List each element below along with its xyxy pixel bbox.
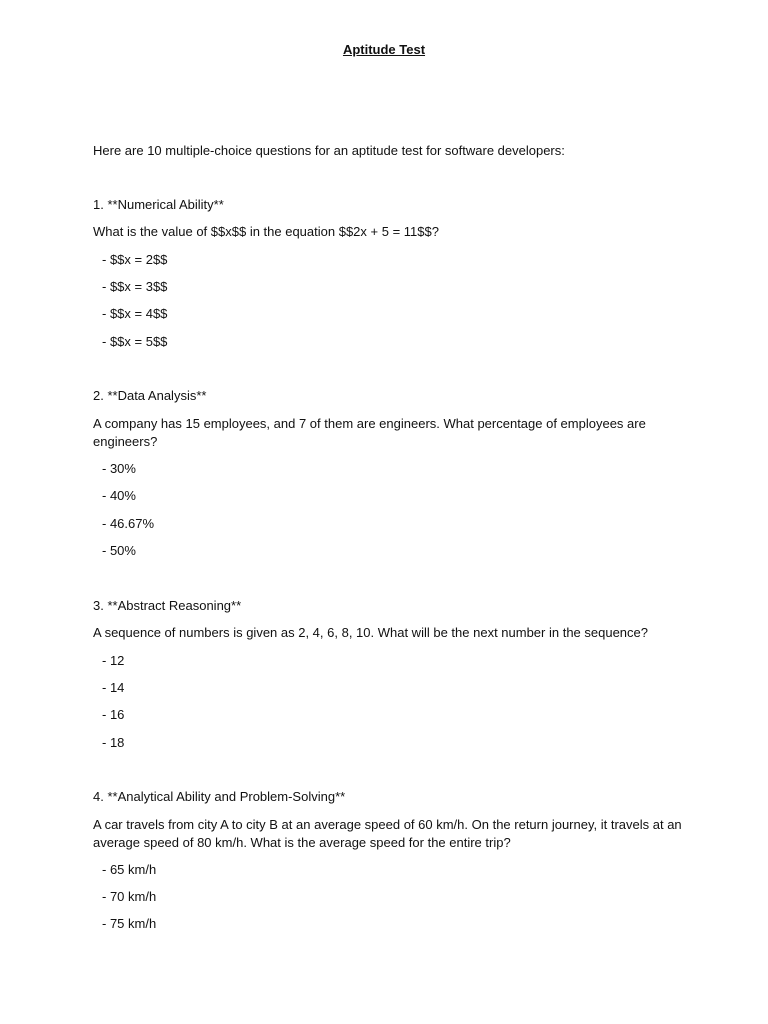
intro-text: Here are 10 multiple-choice questions for an aptitude test for software developers:: [93, 143, 565, 158]
question-3-heading: 3. **Abstract Reasoning**: [93, 598, 242, 613]
question-4-text: A car travels from city A to city B at an average speed of 60 km/h. On the return journey, it travels at an average speed of 80 km/h. What is the average speed for the entire trip?: [93, 817, 682, 850]
question-2-option-2: - 40%: [102, 488, 136, 503]
question-3-option-2: - 14: [102, 680, 125, 695]
question-1-option-2: - $$x = 3$$: [102, 279, 168, 294]
question-3-option-4: - 18: [102, 735, 125, 750]
question-4-heading: 4. **Analytical Ability and Problem-Solving**: [93, 789, 346, 804]
question-3-text: A sequence of numbers is given as 2, 4, 6, 8, 10. What will be the next number in the sequence?: [93, 625, 649, 640]
question-2-option-4: - 50%: [102, 543, 136, 558]
question-4-option-1: - 65 km/h: [102, 862, 157, 877]
question-3-option-3: - 16: [102, 707, 125, 722]
question-2-heading: 2. **Data Analysis**: [93, 388, 207, 403]
document-title: Aptitude Test: [342, 42, 426, 57]
question-2-option-1: - 30%: [102, 461, 136, 476]
question-1-option-3: - $$x = 4$$: [102, 306, 168, 321]
question-4-option-2: - 70 km/h: [102, 889, 157, 904]
question-1-text: What is the value of $$x$$ in the equation $$2x + 5 = 11$$?: [93, 224, 439, 239]
question-2-text: A company has 15 employees, and 7 of them are engineers. What percentage of employees are engineers?: [93, 416, 646, 449]
question-3-option-1: - 12: [102, 653, 125, 668]
question-4-option-3: - 75 km/h: [102, 916, 157, 931]
question-1-heading: 1. **Numerical Ability**: [93, 197, 224, 212]
question-1-option-1: - $$x = 2$$: [102, 252, 168, 267]
question-1-option-4: - $$x = 5$$: [102, 334, 168, 349]
question-2-option-3: - 46.67%: [102, 516, 155, 531]
